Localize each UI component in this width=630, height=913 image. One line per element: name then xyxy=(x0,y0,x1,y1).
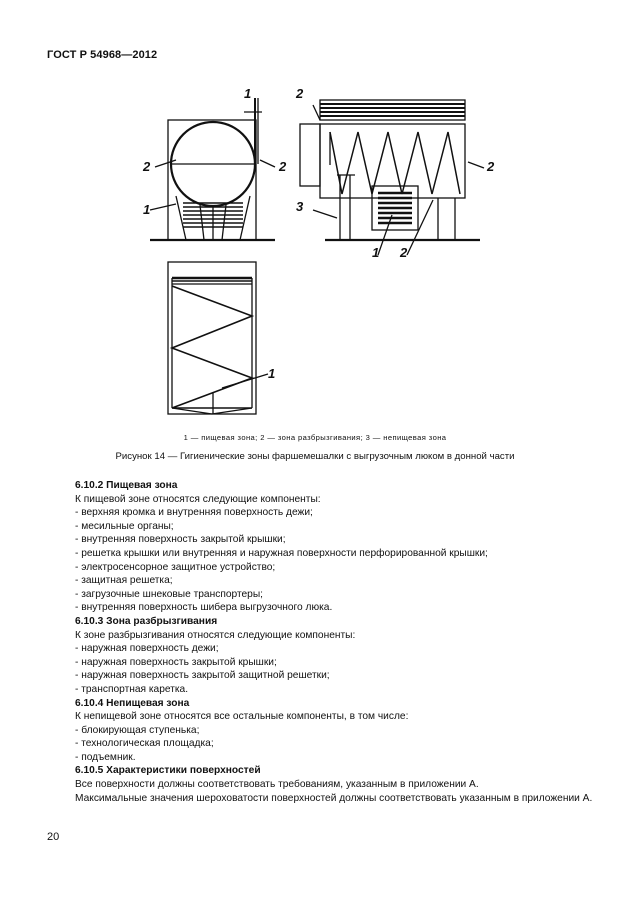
list-item: - решетка крышки или внутренняя и наружная поверхности перфорированной крышки; xyxy=(75,547,488,559)
document-header: ГОСТ Р 54968—2012 xyxy=(47,49,158,61)
front-view-drawing xyxy=(150,98,275,240)
callout-food-lid: 1 xyxy=(244,86,252,101)
list-item: - защитная решетка; xyxy=(75,575,173,587)
document-body xyxy=(75,479,595,805)
list-item: - внутренняя поверхность закрытой крышки; xyxy=(75,534,286,546)
list-item: - верхняя кромка и внутренняя поверхность дежи; xyxy=(75,507,313,519)
mixer-hygiene-zones-figure xyxy=(0,0,630,430)
section-heading: 6.10.3 Зона разбрызгивания xyxy=(75,615,218,627)
list-item: - загрузочные шнековые транспортеры; xyxy=(75,588,263,600)
callout-food-front: 1 xyxy=(143,202,151,217)
section-heading: 6.10.5 Характеристики поверхностей xyxy=(75,765,261,777)
callout-splash-side-top: 2 xyxy=(296,86,304,101)
callout-splash-front-right: 2 xyxy=(279,159,287,174)
callout-nonfood-side: 3 xyxy=(296,199,304,214)
section-intro: К зоне разбрызгивания относятся следующие компоненты: xyxy=(75,629,356,641)
list-item: - транспортная каретка. xyxy=(75,683,189,695)
page-number: 20 xyxy=(47,831,60,843)
section-heading: 6.10.2 Пищевая зона xyxy=(75,480,178,491)
section-intro: К непищевой зоне относятся все остальные компоненты, в том числе: xyxy=(75,711,409,723)
callout-splash-side-right: 2 xyxy=(487,159,495,174)
list-item: - блокирующая ступенька; xyxy=(75,724,200,736)
list-item: - внутренняя поверхность шибера выгрузочного люка. xyxy=(75,602,333,614)
callout-splash-front-left: 2 xyxy=(143,159,151,174)
figure-caption: Рисунок 14 — Гигиенические зоны фаршемешалки с выгрузочным люком в донной части xyxy=(115,451,515,462)
figure-legend: 1 — пищевая зона; 2 — зона разбрызгивания; 3 — непищевая зона xyxy=(183,433,447,442)
list-item: - наружная поверхность дежи; xyxy=(75,643,219,655)
list-item: - наружная поверхность закрытой защитной решетки; xyxy=(75,670,330,682)
list-item: - месильные органы; xyxy=(75,520,174,532)
section-heading: 6.10.4 Непищевая зона xyxy=(75,697,190,709)
side-view-drawing xyxy=(300,100,484,255)
plan-view-drawing xyxy=(168,262,268,414)
list-item: - электросенсорное защитное устройство; xyxy=(75,561,276,573)
paragraph: Максимальные значения шероховатости поверхностей должны соответствовать указанным в приложении А. xyxy=(75,792,593,804)
callout-food-plan: 1 xyxy=(268,366,276,381)
callout-food-side: 1 xyxy=(372,245,380,260)
callout-splash-side-bottom: 2 xyxy=(400,245,408,260)
list-item: - подъемник. xyxy=(75,751,136,763)
list-item: - технологическая площадка; xyxy=(75,738,214,750)
list-item: - наружная поверхность закрытой крышки; xyxy=(75,656,277,668)
section-intro: К пищевой зоне относятся следующие компоненты: xyxy=(75,493,321,505)
paragraph: Все поверхности должны соответствовать требованиям, указанным в приложении А. xyxy=(75,779,479,791)
